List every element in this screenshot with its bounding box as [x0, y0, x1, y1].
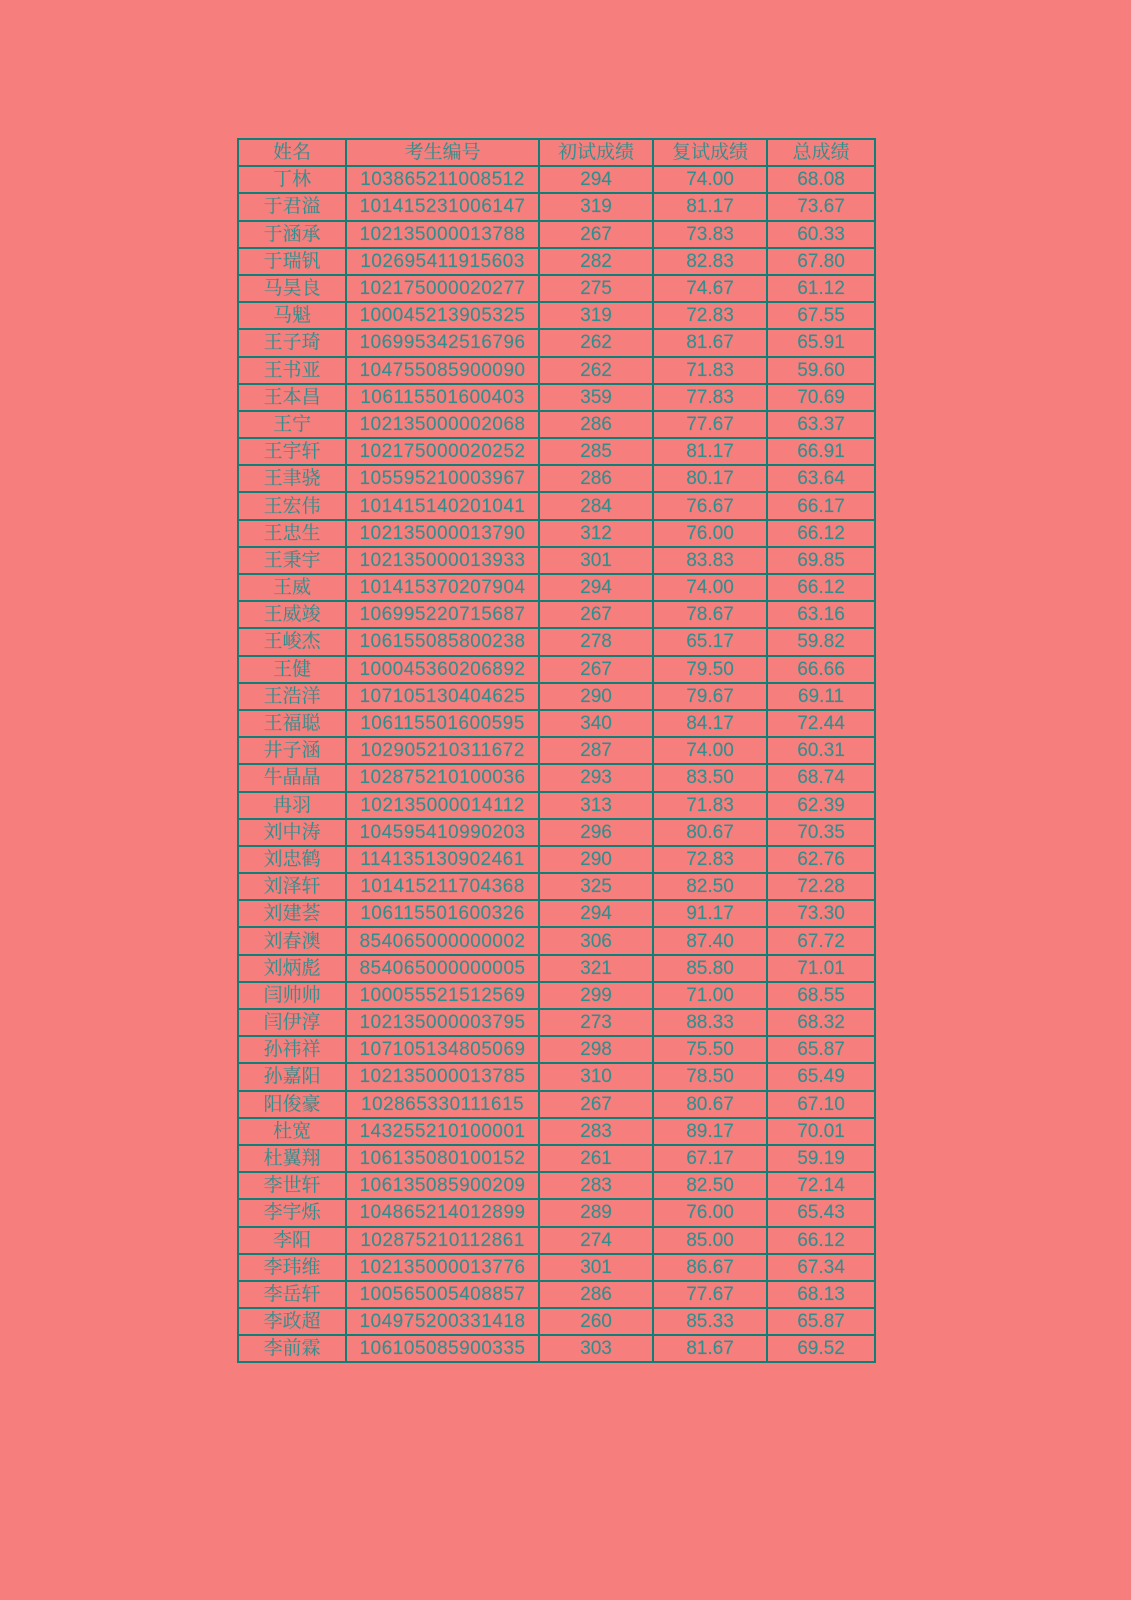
candidate-id-cell: 106115501600595 — [346, 710, 539, 737]
initial-score-cell: 310 — [539, 1063, 653, 1090]
table-row — [238, 438, 875, 465]
initial-score-cell: 284 — [539, 492, 653, 519]
candidate-id-cell: 102875210100036 — [346, 764, 539, 791]
total-score-cell: 66.66 — [767, 656, 875, 683]
table-row — [238, 955, 875, 982]
candidate-id-cell: 102175000020252 — [346, 438, 539, 465]
retest-score-cell: 76.00 — [653, 1199, 767, 1226]
initial-score-cell: 282 — [539, 248, 653, 275]
total-score-cell: 66.17 — [767, 492, 875, 519]
initial-score-cell: 260 — [539, 1308, 653, 1335]
retest-score-cell: 88.33 — [653, 1009, 767, 1036]
initial-score-cell: 262 — [539, 329, 653, 356]
retest-score-cell: 83.83 — [653, 547, 767, 574]
score-table — [237, 138, 876, 1363]
candidate-id-cell: 100565005408857 — [346, 1281, 539, 1308]
initial-score-cell: 313 — [539, 792, 653, 819]
initial-score-cell: 319 — [539, 193, 653, 220]
candidate-id-cell: 103865211008512 — [346, 166, 539, 193]
column-header-name: 姓名 — [238, 139, 346, 166]
name-cell: 王宇轩 — [238, 438, 346, 465]
name-cell: 闫帅帅 — [238, 982, 346, 1009]
name-cell: 闫伊淳 — [238, 1009, 346, 1036]
initial-score-cell: 325 — [539, 873, 653, 900]
retest-score-cell: 75.50 — [653, 1036, 767, 1063]
table-row — [238, 710, 875, 737]
table-row — [238, 1199, 875, 1226]
initial-score-cell: 267 — [539, 601, 653, 628]
retest-score-cell: 78.50 — [653, 1063, 767, 1090]
candidate-id-cell: 102135000013933 — [346, 547, 539, 574]
candidate-id-cell: 100045213905325 — [346, 302, 539, 329]
retest-score-cell: 82.50 — [653, 873, 767, 900]
table-row — [238, 683, 875, 710]
table-row — [238, 384, 875, 411]
name-cell: 王子琦 — [238, 329, 346, 356]
retest-score-cell: 79.67 — [653, 683, 767, 710]
candidate-id-cell: 104595410990203 — [346, 819, 539, 846]
total-score-cell: 61.12 — [767, 275, 875, 302]
candidate-id-cell: 102135000014112 — [346, 792, 539, 819]
name-cell: 刘中涛 — [238, 819, 346, 846]
total-score-cell: 66.12 — [767, 1227, 875, 1254]
retest-score-cell: 80.67 — [653, 1091, 767, 1118]
initial-score-cell: 267 — [539, 656, 653, 683]
retest-score-cell: 85.33 — [653, 1308, 767, 1335]
initial-score-cell: 286 — [539, 411, 653, 438]
total-score-cell: 63.37 — [767, 411, 875, 438]
candidate-id-cell: 102135000013776 — [346, 1254, 539, 1281]
name-cell: 马昊良 — [238, 275, 346, 302]
initial-score-cell: 301 — [539, 547, 653, 574]
table-row — [238, 1036, 875, 1063]
initial-score-cell: 278 — [539, 628, 653, 655]
candidate-id-cell: 104975200331418 — [346, 1308, 539, 1335]
total-score-cell: 68.13 — [767, 1281, 875, 1308]
candidate-id-cell: 100055521512569 — [346, 982, 539, 1009]
candidate-id-cell: 101415140201041 — [346, 492, 539, 519]
total-score-cell: 73.30 — [767, 900, 875, 927]
name-cell: 王宁 — [238, 411, 346, 438]
candidate-id-cell: 101415211704368 — [346, 873, 539, 900]
total-score-cell: 65.49 — [767, 1063, 875, 1090]
total-score-cell: 68.74 — [767, 764, 875, 791]
candidate-id-cell: 102135000013788 — [346, 221, 539, 248]
total-score-cell: 59.60 — [767, 357, 875, 384]
initial-score-cell: 321 — [539, 955, 653, 982]
retest-score-cell: 77.67 — [653, 1281, 767, 1308]
initial-score-cell: 267 — [539, 1091, 653, 1118]
table-row — [238, 357, 875, 384]
table-row — [238, 982, 875, 1009]
table-header-row — [238, 139, 875, 166]
retest-score-cell: 83.50 — [653, 764, 767, 791]
candidate-id-cell: 102135000013785 — [346, 1063, 539, 1090]
total-score-cell: 65.43 — [767, 1199, 875, 1226]
name-cell: 马魁 — [238, 302, 346, 329]
name-cell: 王浩洋 — [238, 683, 346, 710]
initial-score-cell: 312 — [539, 520, 653, 547]
table-row — [238, 275, 875, 302]
initial-score-cell: 294 — [539, 574, 653, 601]
name-cell: 王健 — [238, 656, 346, 683]
candidate-id-cell: 106115501600326 — [346, 900, 539, 927]
name-cell: 李岳轩 — [238, 1281, 346, 1308]
retest-score-cell: 74.00 — [653, 166, 767, 193]
name-cell: 冉羽 — [238, 792, 346, 819]
initial-score-cell: 294 — [539, 166, 653, 193]
initial-score-cell: 306 — [539, 927, 653, 954]
name-cell: 李世轩 — [238, 1172, 346, 1199]
name-cell: 刘春澳 — [238, 927, 346, 954]
initial-score-cell: 275 — [539, 275, 653, 302]
table-row — [238, 248, 875, 275]
name-cell: 杜宽 — [238, 1118, 346, 1145]
total-score-cell: 71.01 — [767, 955, 875, 982]
candidate-id-cell: 100045360206892 — [346, 656, 539, 683]
total-score-cell: 62.76 — [767, 846, 875, 873]
retest-score-cell: 71.00 — [653, 982, 767, 1009]
table-row — [238, 1091, 875, 1118]
total-score-cell: 60.31 — [767, 737, 875, 764]
total-score-cell: 70.35 — [767, 819, 875, 846]
total-score-cell: 63.16 — [767, 601, 875, 628]
table-row — [238, 927, 875, 954]
initial-score-cell: 285 — [539, 438, 653, 465]
retest-score-cell: 86.67 — [653, 1254, 767, 1281]
table-row — [238, 792, 875, 819]
retest-score-cell: 71.83 — [653, 792, 767, 819]
column-header-total-score: 总成绩 — [767, 139, 875, 166]
candidate-id-cell: 114135130902461 — [346, 846, 539, 873]
name-cell: 王忠生 — [238, 520, 346, 547]
candidate-id-cell: 854065000000002 — [346, 927, 539, 954]
candidate-id-cell: 106995220715687 — [346, 601, 539, 628]
table-row — [238, 1308, 875, 1335]
initial-score-cell: 298 — [539, 1036, 653, 1063]
initial-score-cell: 340 — [539, 710, 653, 737]
table-row — [238, 1145, 875, 1172]
initial-score-cell: 262 — [539, 357, 653, 384]
total-score-cell: 67.55 — [767, 302, 875, 329]
candidate-id-cell: 106155085800238 — [346, 628, 539, 655]
initial-score-cell: 319 — [539, 302, 653, 329]
table-row — [238, 873, 875, 900]
total-score-cell: 67.34 — [767, 1254, 875, 1281]
table-row — [238, 329, 875, 356]
name-cell: 李宇烁 — [238, 1199, 346, 1226]
retest-score-cell: 77.83 — [653, 384, 767, 411]
candidate-id-cell: 106115501600403 — [346, 384, 539, 411]
total-score-cell: 69.85 — [767, 547, 875, 574]
total-score-cell: 72.44 — [767, 710, 875, 737]
total-score-cell: 62.39 — [767, 792, 875, 819]
candidate-id-cell: 104865214012899 — [346, 1199, 539, 1226]
initial-score-cell: 293 — [539, 764, 653, 791]
retest-score-cell: 78.67 — [653, 601, 767, 628]
initial-score-cell: 283 — [539, 1172, 653, 1199]
total-score-cell: 70.69 — [767, 384, 875, 411]
total-score-cell: 68.08 — [767, 166, 875, 193]
table-row — [238, 1227, 875, 1254]
retest-score-cell: 73.83 — [653, 221, 767, 248]
candidate-id-cell: 143255210100001 — [346, 1118, 539, 1145]
table-row — [238, 764, 875, 791]
name-cell: 王聿骁 — [238, 465, 346, 492]
name-cell: 李阳 — [238, 1227, 346, 1254]
table-row — [238, 1063, 875, 1090]
initial-score-cell: 294 — [539, 900, 653, 927]
initial-score-cell: 273 — [539, 1009, 653, 1036]
initial-score-cell: 261 — [539, 1145, 653, 1172]
name-cell: 李前霖 — [238, 1335, 346, 1362]
name-cell: 于涵承 — [238, 221, 346, 248]
initial-score-cell: 359 — [539, 384, 653, 411]
name-cell: 李政超 — [238, 1308, 346, 1335]
candidate-id-cell: 102135000013790 — [346, 520, 539, 547]
column-header-retest-score: 复试成绩 — [653, 139, 767, 166]
candidate-id-cell: 102175000020277 — [346, 275, 539, 302]
retest-score-cell: 85.80 — [653, 955, 767, 982]
column-header-candidate-id: 考生编号 — [346, 139, 539, 166]
candidate-id-cell: 101415231006147 — [346, 193, 539, 220]
candidate-id-cell: 854065000000005 — [346, 955, 539, 982]
candidate-id-cell: 107105134805069 — [346, 1036, 539, 1063]
initial-score-cell: 286 — [539, 465, 653, 492]
initial-score-cell: 290 — [539, 683, 653, 710]
table-row — [238, 520, 875, 547]
name-cell: 刘炳彪 — [238, 955, 346, 982]
table-row — [238, 1009, 875, 1036]
retest-score-cell: 81.67 — [653, 1335, 767, 1362]
candidate-id-cell: 101415370207904 — [346, 574, 539, 601]
total-score-cell: 66.91 — [767, 438, 875, 465]
table-row — [238, 221, 875, 248]
name-cell: 杜翼翔 — [238, 1145, 346, 1172]
retest-score-cell: 91.17 — [653, 900, 767, 927]
table-row — [238, 302, 875, 329]
candidate-id-cell: 105595210003967 — [346, 465, 539, 492]
name-cell: 刘泽轩 — [238, 873, 346, 900]
name-cell: 王峻杰 — [238, 628, 346, 655]
total-score-cell: 68.55 — [767, 982, 875, 1009]
table-row — [238, 465, 875, 492]
table-row — [238, 1118, 875, 1145]
candidate-id-cell: 102695411915603 — [346, 248, 539, 275]
name-cell: 王福聪 — [238, 710, 346, 737]
name-cell: 孙祎祥 — [238, 1036, 346, 1063]
table-row — [238, 1281, 875, 1308]
column-header-initial-score: 初试成绩 — [539, 139, 653, 166]
name-cell: 王宏伟 — [238, 492, 346, 519]
total-score-cell: 67.72 — [767, 927, 875, 954]
table-row — [238, 1172, 875, 1199]
retest-score-cell: 74.67 — [653, 275, 767, 302]
name-cell: 王本昌 — [238, 384, 346, 411]
total-score-cell: 67.10 — [767, 1091, 875, 1118]
retest-score-cell: 80.17 — [653, 465, 767, 492]
retest-score-cell: 81.17 — [653, 438, 767, 465]
retest-score-cell: 72.83 — [653, 302, 767, 329]
retest-score-cell: 76.00 — [653, 520, 767, 547]
candidate-id-cell: 102135000002068 — [346, 411, 539, 438]
initial-score-cell: 289 — [539, 1199, 653, 1226]
retest-score-cell: 76.67 — [653, 492, 767, 519]
total-score-cell: 66.12 — [767, 574, 875, 601]
candidate-id-cell: 106135085900209 — [346, 1172, 539, 1199]
name-cell: 阳俊豪 — [238, 1091, 346, 1118]
table-row — [238, 193, 875, 220]
total-score-cell: 65.87 — [767, 1308, 875, 1335]
retest-score-cell: 82.83 — [653, 248, 767, 275]
total-score-cell: 73.67 — [767, 193, 875, 220]
retest-score-cell: 89.17 — [653, 1118, 767, 1145]
name-cell: 王秉宇 — [238, 547, 346, 574]
retest-score-cell: 82.50 — [653, 1172, 767, 1199]
table-row — [238, 628, 875, 655]
initial-score-cell: 299 — [539, 982, 653, 1009]
table-row — [238, 819, 875, 846]
total-score-cell: 66.12 — [767, 520, 875, 547]
table-row — [238, 900, 875, 927]
name-cell: 丁林 — [238, 166, 346, 193]
table-row — [238, 166, 875, 193]
total-score-cell: 65.87 — [767, 1036, 875, 1063]
initial-score-cell: 286 — [539, 1281, 653, 1308]
initial-score-cell: 283 — [539, 1118, 653, 1145]
retest-score-cell: 87.40 — [653, 927, 767, 954]
table-row — [238, 492, 875, 519]
retest-score-cell: 81.17 — [653, 193, 767, 220]
table-row — [238, 656, 875, 683]
candidate-id-cell: 102135000003795 — [346, 1009, 539, 1036]
retest-score-cell: 85.00 — [653, 1227, 767, 1254]
name-cell: 孙嘉阳 — [238, 1063, 346, 1090]
initial-score-cell: 303 — [539, 1335, 653, 1362]
candidate-id-cell: 106105085900335 — [346, 1335, 539, 1362]
name-cell: 王威 — [238, 574, 346, 601]
candidate-id-cell: 102905210311672 — [346, 737, 539, 764]
name-cell: 刘忠鹤 — [238, 846, 346, 873]
total-score-cell: 59.19 — [767, 1145, 875, 1172]
total-score-cell: 67.80 — [767, 248, 875, 275]
candidate-id-cell: 104755085900090 — [346, 357, 539, 384]
total-score-cell: 59.82 — [767, 628, 875, 655]
name-cell: 王书亚 — [238, 357, 346, 384]
retest-score-cell: 65.17 — [653, 628, 767, 655]
name-cell: 于君溢 — [238, 193, 346, 220]
initial-score-cell: 274 — [539, 1227, 653, 1254]
candidate-id-cell: 102875210112861 — [346, 1227, 539, 1254]
name-cell: 牛晶晶 — [238, 764, 346, 791]
retest-score-cell: 72.83 — [653, 846, 767, 873]
name-cell: 于瑞钒 — [238, 248, 346, 275]
table-row — [238, 846, 875, 873]
retest-score-cell: 81.67 — [653, 329, 767, 356]
total-score-cell: 72.28 — [767, 873, 875, 900]
table-row — [238, 1254, 875, 1281]
table-row — [238, 547, 875, 574]
retest-score-cell: 79.50 — [653, 656, 767, 683]
table-row — [238, 574, 875, 601]
total-score-cell: 70.01 — [767, 1118, 875, 1145]
name-cell: 王威竣 — [238, 601, 346, 628]
total-score-cell: 69.11 — [767, 683, 875, 710]
candidate-id-cell: 106135080100152 — [346, 1145, 539, 1172]
table-row — [238, 411, 875, 438]
table-row — [238, 1335, 875, 1362]
table-row — [238, 601, 875, 628]
initial-score-cell: 267 — [539, 221, 653, 248]
name-cell: 井子涵 — [238, 737, 346, 764]
total-score-cell: 72.14 — [767, 1172, 875, 1199]
name-cell: 刘建荟 — [238, 900, 346, 927]
retest-score-cell: 71.83 — [653, 357, 767, 384]
initial-score-cell: 301 — [539, 1254, 653, 1281]
total-score-cell: 60.33 — [767, 221, 875, 248]
name-cell: 李玮维 — [238, 1254, 346, 1281]
retest-score-cell: 77.67 — [653, 411, 767, 438]
initial-score-cell: 296 — [539, 819, 653, 846]
total-score-cell: 63.64 — [767, 465, 875, 492]
total-score-cell: 65.91 — [767, 329, 875, 356]
initial-score-cell: 287 — [539, 737, 653, 764]
candidate-id-cell: 102865330111615 — [346, 1091, 539, 1118]
table-row — [238, 737, 875, 764]
retest-score-cell: 80.67 — [653, 819, 767, 846]
retest-score-cell: 74.00 — [653, 737, 767, 764]
retest-score-cell: 67.17 — [653, 1145, 767, 1172]
retest-score-cell: 74.00 — [653, 574, 767, 601]
total-score-cell: 69.52 — [767, 1335, 875, 1362]
candidate-id-cell: 107105130404625 — [346, 683, 539, 710]
initial-score-cell: 290 — [539, 846, 653, 873]
retest-score-cell: 84.17 — [653, 710, 767, 737]
candidate-id-cell: 106995342516796 — [346, 329, 539, 356]
total-score-cell: 68.32 — [767, 1009, 875, 1036]
